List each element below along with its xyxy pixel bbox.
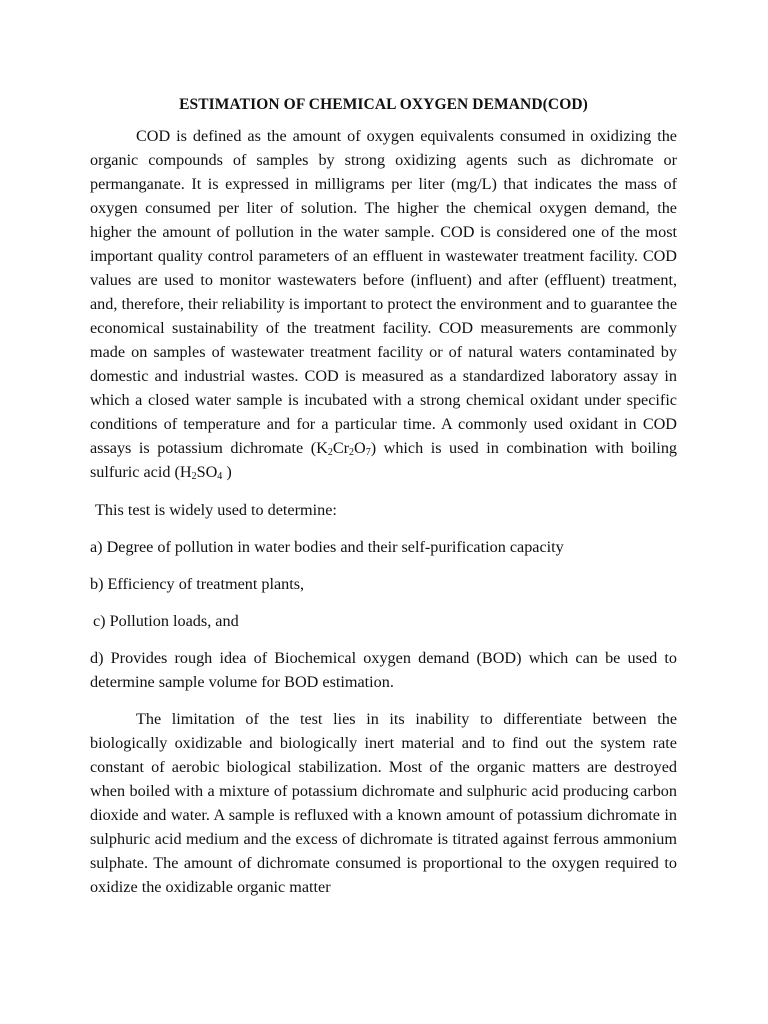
paragraph-text: COD is defined as the amount of oxygen equivalents consumed in oxidizing the organic compounds of samples by strong oxidizing agents such as dichromate or permanganate. It is expressed in milligrams per liter (mg/L) that indicates the mass of oxygen consumed per liter of solution. The higher the chemical oxygen demand, the higher the amount of pollution in the water sample. COD is considered one of the most important quality control parameters of an effluent in wastewater treatment facility. COD values are used to monitor wastewaters before (influent) and after (effluent) treatment, and, therefore, their reliability is important to protect the environment and to guarantee the economical sustainability of the treatment facility. COD measurements are commonly made on samples of wastewater treatment facility or of natural waters contaminated by domestic and industrial wastes. COD is measured as a standardized laboratory assay in which a closed water sample is incubated with a strong chemical oxidant under specific conditions of temperature and for a particular time. A commonly used oxidant in COD assays is potassium dichromate (K [90, 127, 677, 457]
paragraph-text: ) which is used in combination with boiling sulfuric acid (H [90, 439, 678, 481]
subscript: 2 [327, 447, 333, 458]
subscript: 7 [365, 447, 371, 458]
limitation-paragraph: The limitation of the test lies in its inability to differentiate between the biologically oxidizable and biologically inert material and to find out the system rate constant of aerobic biological stabilization. Most of the organic matters are destroyed when boiled with a mixture of potassium dichromate and sulphuric acid producing carbon dioxide and water. A sample is refluxed with a known amount of potassium dichromate in sulphuric acid medium and the excess of dichromate is titrated against ferrous ammonium sulphate. The amount of dichromate consumed is proportional to the oxygen required to oxidize the oxidizable organic matter [90, 710, 677, 896]
subscript: 2 [349, 447, 355, 458]
subscript: 2 [191, 471, 197, 482]
paragraph-text: Cr [332, 439, 350, 457]
paragraph-text: ) [222, 463, 232, 481]
list-item-d: d) Provides rough idea of Biochemical oxygen demand (BOD) which can be used to determine sample volume for BOD estimation. [90, 649, 677, 691]
test-uses-intro: This test is widely used to determine: [95, 501, 337, 519]
document-title: ESTIMATION OF CHEMICAL OXYGEN DEMAND(COD) [179, 96, 588, 113]
subscript: 4 [217, 471, 223, 482]
document-body [90, 93, 677, 899]
paragraph-text: SO [196, 463, 218, 481]
list-item-a: a) Degree of pollution in water bodies and their self-purification capacity [90, 538, 564, 556]
paragraph-text: O [354, 439, 366, 457]
list-item-b: b) Efficiency of treatment plants, [90, 575, 305, 593]
list-item-c: c) Pollution loads, and [93, 612, 239, 630]
cod-definition-paragraph [90, 124, 677, 484]
